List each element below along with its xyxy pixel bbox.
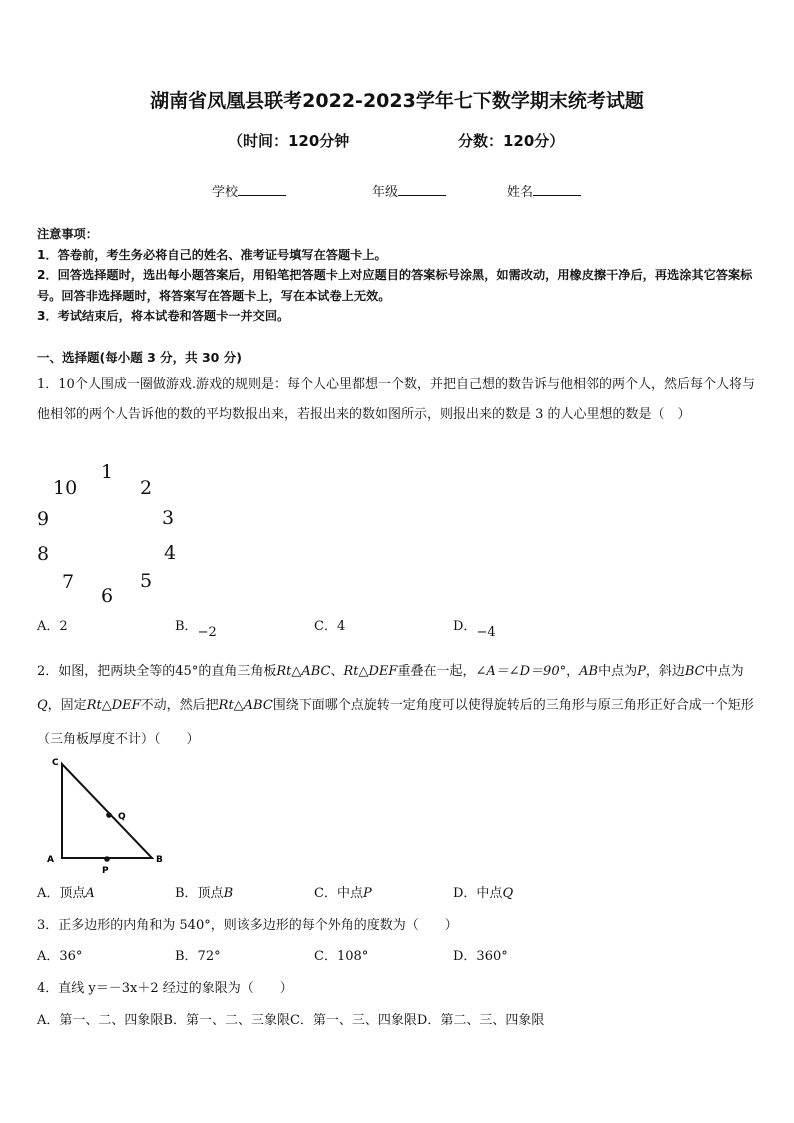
name-blank <box>533 182 581 196</box>
name-field <box>507 181 581 200</box>
grade-blank <box>398 182 446 196</box>
q2-option-d: D．中点Q <box>453 886 514 901</box>
grade-field <box>372 181 446 200</box>
q3-option-b: B．72° <box>175 949 221 964</box>
q1-option-b: B．−2 <box>175 619 217 640</box>
q4-option-b: B．第一、二、三象限 <box>163 1013 290 1028</box>
school-label: 学校 <box>212 185 239 200</box>
circle-number: 5 <box>140 570 153 592</box>
circle-number: 6 <box>101 585 114 607</box>
q1-option-c: C．4 <box>314 619 346 634</box>
exam-score: 分数：120分） <box>458 132 565 150</box>
school-field <box>212 181 286 200</box>
page-title: 湖南省凤凰县联考2022-2023学年七下数学期末统考试题 <box>150 90 644 112</box>
point-p <box>104 856 110 862</box>
section-heading: 一、选择题(每小题 3 分，共 30 分) <box>37 350 242 365</box>
label-c: C <box>52 758 59 768</box>
q2-text: 2．如图，把两块全等的45°的直角三角板Rt△ABC、Rt△DEF重叠在一起，∠A＝∠D＝90°，AB中点为P，斜边BC中点为Q，固定Rt△DEF不动，然后把Rt△ABC围绕下面哪个点旋转一定角度可以使得旋转后的三角形与原三角形正好合成一个矩形（三角板厚度不计）（ ） <box>37 664 754 747</box>
notes-heading: 注意事项： <box>37 227 98 241</box>
q4-option-d: D．第二、三、四象限 <box>416 1013 545 1028</box>
q4-option-c: C．第一、三、四象限 <box>289 1013 417 1028</box>
label-q: Q <box>118 812 126 822</box>
q1-text: 1．10个人围成一圈做游戏.游戏的规则是：每个人心里都想一个数，并把自己想的数告诉与他相邻的两个人，然后每个人将与他相邻的两个人告诉他的数的平均数报出来，若报出来的数如图所示，则报出来的数是 3 的人心里想的数是（ ） <box>37 377 755 422</box>
circle-number: 1 <box>101 461 114 483</box>
notes-item: 3．考试结束后，将本试卷和答题卡一并交回。 <box>37 309 290 323</box>
circle-number: 7 <box>62 571 75 593</box>
q3-text: 3．正多边形的内角和为 540°，则该多边形的每个外角的度数为（ ） <box>37 918 458 933</box>
q4-text: 4．直线 y＝－3x＋2 经过的象限为（ ） <box>37 981 293 996</box>
triangle-abc <box>62 764 152 858</box>
q2-option-a: A．顶点A <box>37 886 95 901</box>
point-q <box>106 812 112 818</box>
circle-number: 2 <box>140 477 153 499</box>
label-a: A <box>47 855 54 865</box>
circle-number: 8 <box>37 543 50 565</box>
q3-option-d: D．360° <box>453 949 508 964</box>
notes-item: 2．回答选择题时，选出每小题答案后，用铅笔把答题卡上对应题目的答案标号涂黑，如需改动，用橡皮擦干净后，再选涂其它答案标号。回答非选择题时，将答案写在答题卡上，写在本试卷上无效。 <box>37 268 753 303</box>
triangle-figure <box>40 752 180 877</box>
notes <box>37 224 757 327</box>
circle-number: 9 <box>37 508 50 530</box>
grade-label: 年级 <box>372 185 399 200</box>
circle-number: 3 <box>162 507 175 529</box>
q2-option-c: C．中点P <box>314 886 372 901</box>
notes-item: 1．答卷前，考生务必将自己的姓名、准考证号填写在答题卡上。 <box>37 247 387 262</box>
q4-options <box>37 1009 544 1028</box>
circle-number: 10 <box>53 477 78 499</box>
exam-time: （时间：120分钟 <box>228 132 350 150</box>
q2-option-b: B．顶点B <box>175 886 234 901</box>
q3-option-c: C．108° <box>314 949 369 964</box>
circle-number: 4 <box>164 542 177 564</box>
q4-option-a: A．第一、二、四象限 <box>37 1013 164 1028</box>
label-b: B <box>156 855 163 865</box>
q1-option-a: A．2 <box>37 619 68 634</box>
label-p: P <box>102 866 109 876</box>
q3-option-a: A．36° <box>37 949 83 964</box>
name-label: 姓名 <box>507 185 534 200</box>
school-blank <box>238 182 286 196</box>
q1-option-d: D．−4 <box>453 619 496 640</box>
